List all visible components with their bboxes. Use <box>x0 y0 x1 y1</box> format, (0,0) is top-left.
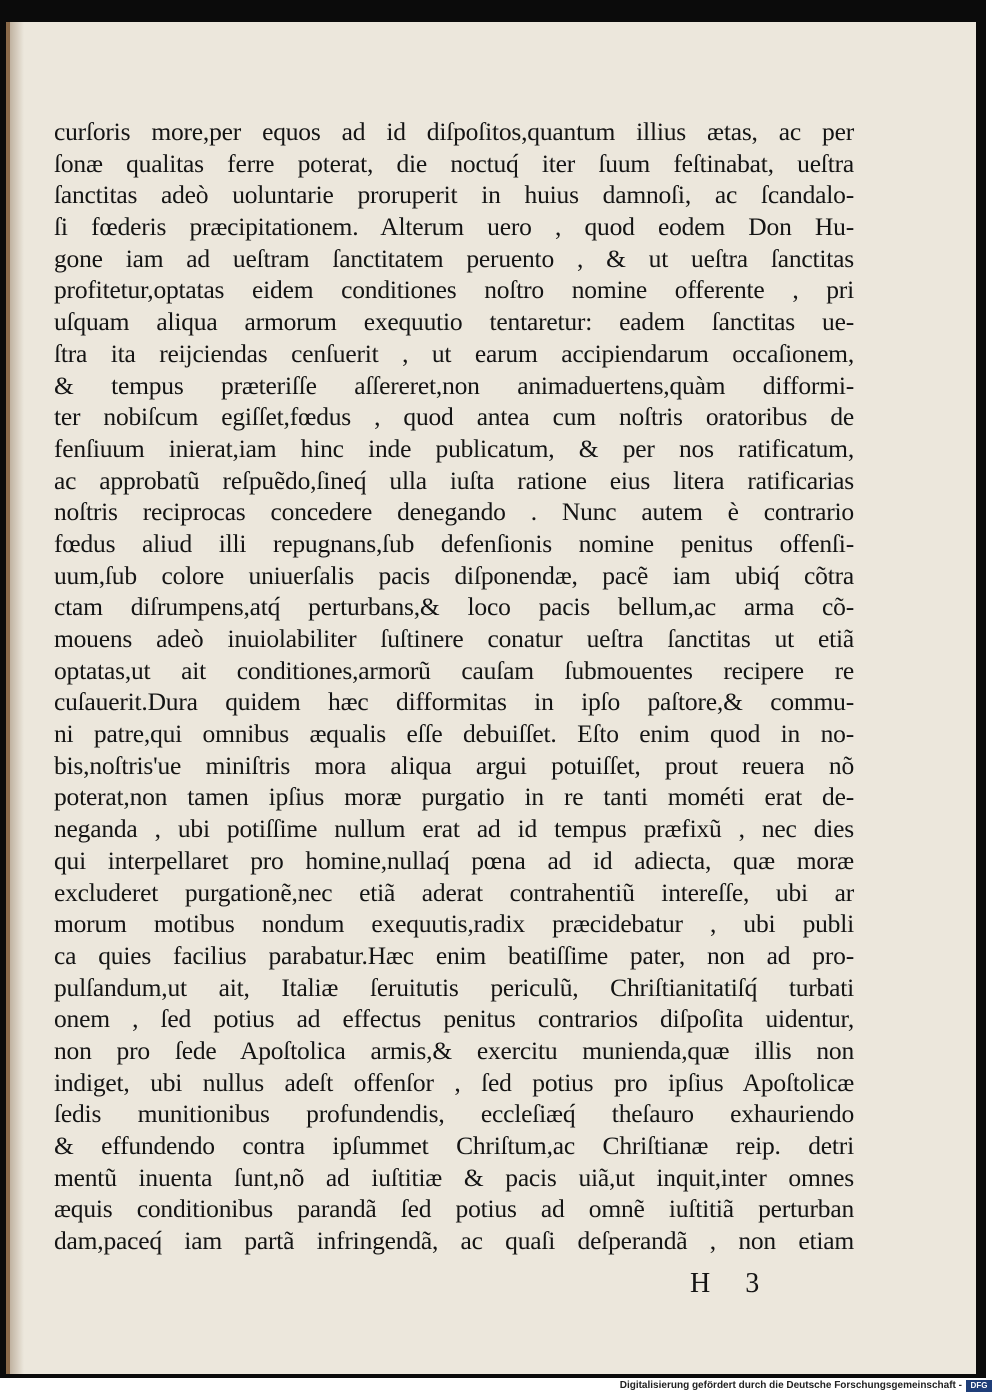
dfg-logo-icon: DFG <box>966 1380 992 1392</box>
text-line: fenſiuum inierat,iam hinc inde publicatum, & per nos ratificatum, <box>54 433 854 463</box>
book-page <box>6 22 976 1374</box>
text-line: ctam diſrumpens,atq́ perturbans,& loco pacis bellum,ac arma cõ- <box>54 592 854 622</box>
text-line: ter nobiſcum egiſſet,fœdus , quod antea cum noſtris oratoribus de <box>54 402 854 432</box>
text-line: uſquam aliqua armorum exequutio tentaretur: eadem ſanctitas ue- <box>54 307 854 337</box>
text-line: fœdus aliud illi repugnans,ſub defenſionis nomine penitus offenſi- <box>54 528 854 558</box>
text-line: ſedis munitionibus profundendis, eccleſiæq́ theſauro exhauriendo <box>54 1099 854 1129</box>
text-line: qui interpellaret pro homine,nullaq́ pœna ad id adiecta, quæ moræ <box>54 845 854 875</box>
text-line: ac approbatũ reſpuẽdo,ſineq́ ulla iuſta ratione eius litera ratificarias <box>54 465 854 495</box>
text-line: ſtra ita reijciendas cenſuerit , ut earum accipiendarum occaſionem, <box>54 338 854 368</box>
footer-bar <box>0 1378 1000 1396</box>
text-line: dam,paceq́ iam partã infringendã, ac quaſi deſperandã , non etiam <box>54 1226 854 1256</box>
funding-credit: Digitalisierung gefördert durch die Deutsche Forschungsgemeinschaft - <box>619 1380 962 1391</box>
text-line: uum,ſub colore uniuerſalis pacis diſponendæ, pacẽ iam ubiq́ cõtra <box>54 560 854 590</box>
text-line: optatas,ut ait conditiones,armorũ cauſam ſubmouentes recipere re <box>54 655 854 685</box>
text-line: & effundendo contra ipſummet Chriſtum,ac Chriſtianæ reip. detri <box>54 1131 854 1160</box>
text-line: pulſandum,ut ait, Italiæ ſeruitutis periculũ, Chriſtianitatiſq́ turbati <box>54 972 854 1002</box>
text-line: ni patre,qui omnibus æqualis eſſe debuiſſet. Eſto enim quod in no- <box>54 719 854 749</box>
text-line: ſi fœderis præcipitationem. Alterum uero , quod eodem Don Hu- <box>54 212 854 242</box>
text-line: mentũ inuenta ſunt,nõ ad iuſtitiæ & pacis uiã,ut inquit,inter omnes <box>54 1162 854 1192</box>
text-line: noſtris reciprocas concedere denegando . Nunc autem è contrario <box>54 497 854 527</box>
text-line: excluderet purgationẽ,nec etiã aderat contrahentiũ intereſſe, ubi ar <box>54 877 854 907</box>
text-line: curſoris more,per equos ad id diſpoſitos,quantum illius ætas, ac per <box>54 117 854 146</box>
text-line: indiget, ubi nullus adeſt offenſor , ſed potius pro ipſius Apoſtolicæ <box>54 1067 854 1097</box>
text-line: ca quies facilius parabatur.Hæc enim beatiſſime pater, non ad pro- <box>54 940 854 970</box>
text-line: & tempus præteriſſe aſſereret,non animaduertens,quàm difformi- <box>54 370 854 400</box>
text-line: non pro ſede Apoſtolica armis,& exercitu munienda,quæ illis non <box>54 1035 854 1065</box>
signature-mark: H 3 <box>690 1268 774 1299</box>
text-line: cuſauerit.Dura quidem hæc difformitas in ipſo paſtore,& commu- <box>54 687 854 717</box>
text-line: æquis conditionibus parandã ſed potius ad omnẽ iuſtitiã perturban <box>54 1194 854 1224</box>
text-line: poterat,non tamen ipſius moræ purgatio in re tanti mométi erat de- <box>54 782 854 812</box>
text-line: bis,noſtris'ue miniſtris mora aliqua argui potuiſſet, prout reuera nõ <box>54 750 854 780</box>
body-text <box>54 116 854 1257</box>
text-line: mouens adeò inuiolabiliter ſuſtinere conatur ueſtra ſanctitas ut etiã <box>54 624 854 653</box>
text-line: onem , ſed potius ad effectus penitus contrarios diſpoſita uidentur, <box>54 1004 854 1034</box>
text-line: gone iam ad ueſtram ſanctitatem peruento , & ut ueſtra ſanctitas <box>54 243 854 273</box>
text-line: morum motibus nondum exequutis,radix præcidebatur , ubi publi <box>54 909 854 939</box>
text-line: ſonæ qualitas ferre poterat, die noctuq́ iter ſuum feſtinabat, ueſtra <box>54 148 854 178</box>
text-line: profitetur,optatas eidem conditiones noſtro nomine offerente , pri <box>54 275 854 305</box>
text-line: ſanctitas adeò uoluntarie proruperit in huius damnoſi, ac ſcandalo- <box>54 180 854 210</box>
page-edge <box>10 22 24 1374</box>
text-line: neganda , ubi potiſſime nullum erat ad id tempus præfixũ , nec dies <box>54 814 854 844</box>
